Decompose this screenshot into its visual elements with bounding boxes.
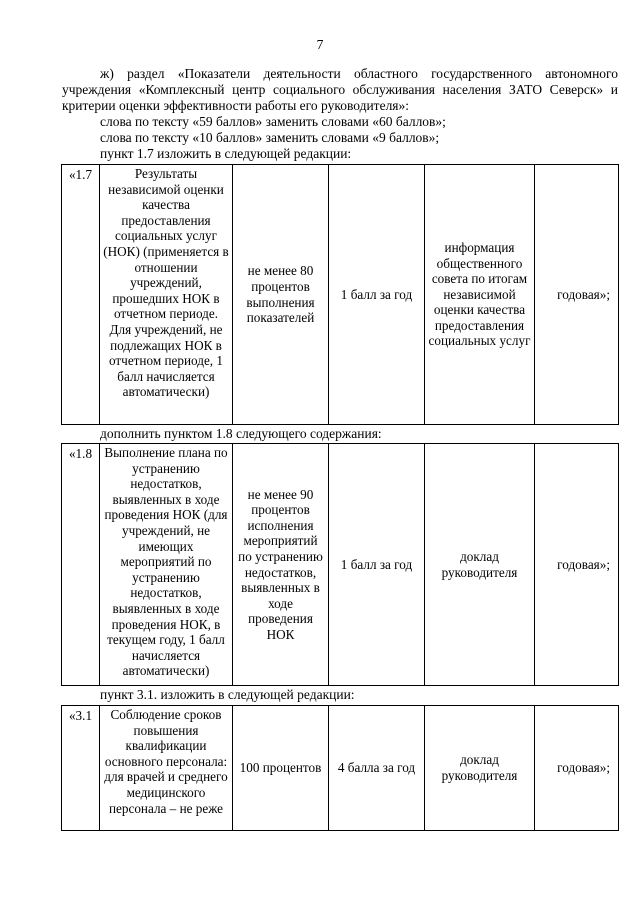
criterion-cell: не менее 90 процентов исполнения мероприятий по устранению недостатков, выявленных в ходе проведения НОК: [233, 444, 329, 686]
score-cell: 4 балла за год: [329, 706, 425, 831]
score-cell: 1 балл за год: [329, 444, 425, 686]
score-cell: 1 балл за год: [329, 165, 425, 425]
criterion-cell: 100 процентов: [233, 706, 329, 831]
table-point-1-8: [61, 443, 619, 686]
point-number: «1.7: [62, 165, 100, 425]
source-cell: информация общественного совета по итогам независимой оценки качества предоставления социальных услуг: [425, 165, 535, 425]
table-point-3-1: [61, 705, 619, 831]
instruction-point-3-1: пункт 3.1. изложить в следующей редакции:: [100, 687, 355, 702]
table-row: [62, 165, 619, 425]
indicator-cell: Соблюдение сроков повышения квалификации основного персонала: для врачей и среднего медицинского персонала – не реже: [100, 706, 233, 831]
indicator-cell: Выполнение плана по устранению недостатков, выявленных в ходе проведения НОК (для учреждений, не имеющих мероприятий по устранению недостатков, выявленных в ходе проведения НОК, в текущем году, 1 балл начисляется автоматически): [100, 444, 233, 686]
criterion-cell: не менее 80 процентов выполнения показателей: [233, 165, 329, 425]
indicator-cell: Результаты независимой оценки качества предоставления социальных услуг (НОК) (применяется в отношении учреждений, прошедших НОК в отчетном периоде. Для учреждений, не подлежащих НОК в отчетном периоде, 1 балл начисляется автоматически): [100, 165, 233, 425]
period-cell: годовая»;: [535, 444, 619, 686]
intro-line-1: ж) раздел «Показатели деятельности областного государственного автономного: [100, 66, 618, 81]
period-cell: годовая»;: [535, 706, 619, 831]
table-point-1-7: [61, 164, 619, 425]
table-row: [62, 444, 619, 686]
page-number: 7: [316, 37, 324, 52]
intro-paragraph: [62, 66, 618, 114]
instruction-add-point-1-8: дополнить пунктом 1.8 следующего содержания:: [100, 426, 382, 441]
point-number: «3.1: [62, 706, 100, 831]
instruction-point-1-7: пункт 1.7 изложить в следующей редакции:: [100, 146, 352, 161]
intro-line-2: учреждения «Комплексный центр социального обслуживания населения ЗАТО Северск» и: [62, 82, 618, 97]
instruction-replace-59: слова по тексту «59 баллов» заменить словами «60 баллов»;: [100, 114, 446, 129]
source-cell: доклад руководителя: [425, 706, 535, 831]
intro-line-3: критерии оценки эффективности работы его руководителя»:: [62, 98, 410, 113]
source-cell: доклад руководителя: [425, 444, 535, 686]
table-row: [62, 706, 619, 831]
point-number: «1.8: [62, 444, 100, 686]
period-cell: годовая»;: [535, 165, 619, 425]
instruction-replace-10: слова по тексту «10 баллов» заменить словами «9 баллов»;: [100, 130, 440, 145]
